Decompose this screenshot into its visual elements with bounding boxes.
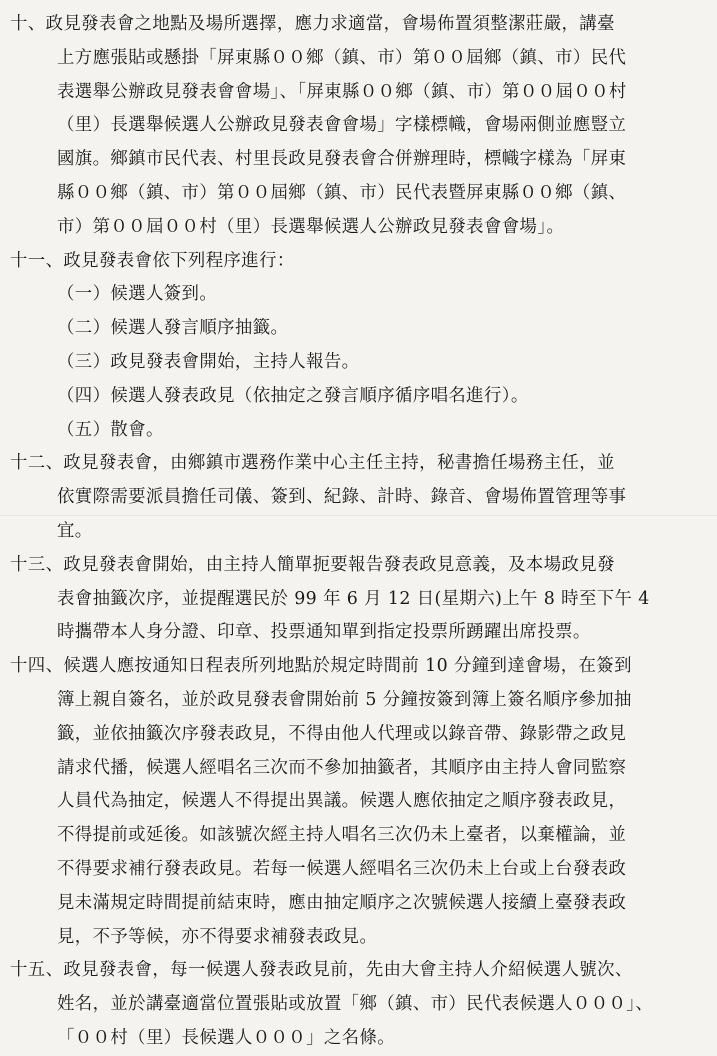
text-line: 見，不予等候，亦不得要求補發表政見。: [57, 926, 378, 947]
item-12: [10, 447, 707, 548]
procedure-list: [10, 278, 707, 447]
text-line: 表會抽籤次序，並提醒選民於 99 年 6 月 12 日(星期六)上午 8 時至下午 4: [57, 588, 650, 609]
text-line: 人員代為抽定，候選人不得提出異議。候選人應依抽定之順序發表政見，: [57, 791, 627, 812]
item-14: [10, 650, 707, 954]
item-11: [10, 245, 707, 448]
text-line: 十三、政見發表會開始，由主持人簡單扼要報告發表政見意義，及本場政見發: [10, 554, 615, 575]
text-line: 宜。: [57, 520, 93, 541]
text-line: 時攜帶本人身分證、印章、投票通知單到指定投票所踴躍出席投票。: [57, 622, 591, 643]
text-line: 十、政見發表會之地點及場所選擇，應力求適當，會場佈置須整潔莊嚴，講臺: [10, 14, 615, 34]
text-line: 十一、政見發表會依下列程序進行：: [10, 250, 295, 271]
text-line: 國旗。鄉鎮市民代表、村里長政見發表會合併辦理時，標幟字樣為「屏東: [57, 149, 627, 170]
text-line: 依實際需要派員擔任司儀、簽到、紀錄、計時、錄音、會場佈置管理等事: [57, 487, 627, 508]
text-line: 籤，並依抽籤次序發表政見，不得由他人代理或以錄音帶、錄影帶之政見: [57, 723, 627, 744]
text-line: 不得提前或延後。如該號次經主持人唱名三次仍未上臺者，以棄權論，並: [57, 825, 627, 846]
text-line: 上方應張貼或懸掛「屏東縣００鄉（鎮、市）第００屆鄉（鎮、市）民代: [57, 47, 627, 68]
text-line: 姓名，並於講臺適當位置張貼或放置「鄉（鎮、市）民代表候選人０００」、: [57, 994, 654, 1015]
item-10: [10, 8, 707, 245]
list-item: （三）政見發表會開始，主持人報告。: [57, 351, 360, 372]
text-line: 十四、候選人應按通知日程表所列地點於規定時間前 10 分鐘到達會場，在簽到: [10, 656, 632, 677]
item-15: [10, 954, 707, 1055]
list-item: （四）候選人發表政見（依抽定之發言順序循序唱名進行）。: [57, 385, 529, 406]
text-line: （里）長選舉候選人公辦政見發表會會場」字樣標幟，會場兩側並應豎立: [57, 115, 627, 136]
text-line: 十二、政見發表會，由鄉鎮市選務作業中心主任主持，秘書擔任場務主任，並: [10, 453, 615, 474]
paper-fold-line: [0, 515, 717, 516]
text-line: 「００村（里）長候選人０００」之名條。: [57, 1027, 396, 1048]
text-line: 簿上親自簽名，並於政見發表會開始前 5 分鐘按簽到簿上簽名順序參加抽: [57, 689, 632, 710]
text-line: 表選舉公辦政見發表會會場」、「屏東縣００鄉（鎮、市）第００屆００村: [57, 81, 627, 102]
item-13: [10, 549, 707, 650]
text-line: 不得要求補行發表政見。若每一候選人經唱名三次仍未上台或上台發表政: [57, 858, 627, 879]
text-line: 請求代播，候選人經唱名三次而不參加抽籤者，其順序由主持人會同監察: [57, 757, 627, 778]
list-item: （五）散會。: [57, 419, 164, 440]
text-line: 縣００鄉（鎮、市）第００屆鄉（鎮、市）民代表暨屏東縣００鄉（鎮、: [57, 182, 627, 203]
text-line: 見未滿規定時間提前結束時，應由抽定順序之次號候選人接續上臺發表政: [57, 892, 627, 913]
list-item: （二）候選人發言順序抽籤。: [57, 318, 289, 339]
list-item: （一）候選人簽到。: [57, 284, 218, 305]
text-line: 十五、政見發表會，每一候選人發表政見前，先由大會主持人介紹候選人號次、: [10, 960, 633, 981]
text-line: 市）第００屆００村（里）長選舉候選人公辦政見發表會會場」。: [57, 216, 565, 237]
